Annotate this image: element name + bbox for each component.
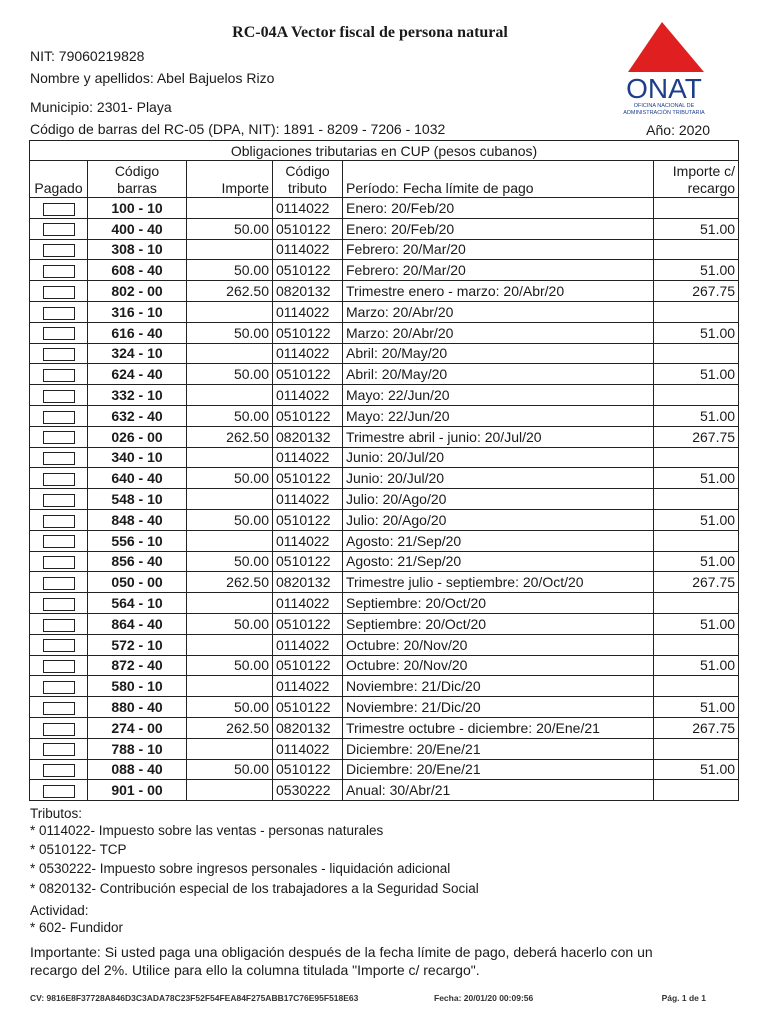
table-row [30,759,739,780]
codigo-tributo-cell: 0114022 [273,676,343,697]
recargo-cell: 267.75 [654,281,739,302]
codigo-tributo-cell: 0510122 [273,405,343,426]
periodo-cell: Abril: 20/May/20 [343,364,654,385]
municipio-line: Municipio: 2301- Playa [30,99,172,115]
importe-cell: 50.00 [187,468,273,489]
periodo-cell: Trimestre octubre - diciembre: 20/Ene/21 [343,717,654,738]
table-row [30,364,739,385]
table-row [30,322,739,343]
codigo-barras-cell: 400 - 40 [88,218,187,239]
codigo-tributo-cell: 0114022 [273,593,343,614]
codigo-barras-cell: 324 - 10 [88,343,187,364]
codigo-tributo-cell: 0510122 [273,364,343,385]
actividad-heading: Actividad: [30,903,89,918]
importe-cell: 50.00 [187,551,273,572]
importe-cell: 50.00 [187,322,273,343]
important-line: recargo del 2%. Utilice para ello la columna titulada "Importe c/ recargo". [30,962,480,978]
importe-cell [187,198,273,219]
codigo-tributo-cell: 0114022 [273,489,343,510]
periodo-cell: Mayo: 22/Jun/20 [343,385,654,406]
paid-checkbox-cell [30,655,88,676]
codigo-barras-cell: 274 - 00 [88,717,187,738]
periodo-cell: Noviembre: 21/Dic/20 [343,697,654,718]
tributo-item: * 0530222- Impuesto sobre ingresos personales - liquidación adicional [30,861,451,876]
table-row [30,239,739,260]
table-row [30,551,739,572]
periodo-cell: Febrero: 20/Mar/20 [343,260,654,281]
codigo-tributo-cell: 0820132 [273,281,343,302]
logo-triangle [628,22,704,72]
codigo-tributo-cell: 0114022 [273,530,343,551]
codigo-barras-cell: 608 - 40 [88,260,187,281]
recargo-cell [654,385,739,406]
barcode-line: Código de barras del RC-05 (DPA, NIT): 1891 - 8209 - 7206 - 1032 [30,121,446,137]
periodo-cell: Trimestre enero - marzo: 20/Abr/20 [343,281,654,302]
paid-checkbox-cell [30,426,88,447]
codigo-tributo-cell: 0510122 [273,697,343,718]
tributo-item: * 0510122- TCP [30,842,127,857]
periodo-cell: Marzo: 20/Abr/20 [343,301,654,322]
table-row [30,468,739,489]
recargo-cell: 51.00 [654,405,739,426]
periodo-cell: Abril: 20/May/20 [343,343,654,364]
codigo-barras-cell: 872 - 40 [88,655,187,676]
periodo-cell: Julio: 20/Ago/20 [343,489,654,510]
recargo-cell [654,239,739,260]
col-header-pagado: Pagado [30,161,88,198]
codigo-barras-cell: 640 - 40 [88,468,187,489]
periodo-cell: Septiembre: 20/Oct/20 [343,593,654,614]
paid-checkbox-cell [30,198,88,219]
periodo-cell: Anual: 30/Abr/21 [343,780,654,801]
paid-checkbox-cell [30,780,88,801]
codigo-tributo-cell: 0114022 [273,634,343,655]
codigo-barras-cell: 316 - 10 [88,301,187,322]
important-note [30,943,710,979]
importe-cell [187,676,273,697]
table-row [30,530,739,551]
logo-text: ONAT [626,73,702,104]
codigo-barras-cell: 050 - 00 [88,572,187,593]
importe-cell: 50.00 [187,697,273,718]
paid-checkbox[interactable] [43,577,75,590]
codigo-tributo-cell: 0510122 [273,322,343,343]
paid-checkbox[interactable] [43,598,75,611]
periodo-cell: Noviembre: 21/Dic/20 [343,676,654,697]
codigo-barras-cell: 548 - 10 [88,489,187,510]
periodo-cell: Septiembre: 20/Oct/20 [343,613,654,634]
codigo-barras-cell: 848 - 40 [88,509,187,530]
recargo-cell: 51.00 [654,509,739,530]
importe-cell [187,385,273,406]
tributo-item: * 0114022- Impuesto sobre las ventas - personas naturales [30,823,384,838]
col-header-periodo: Período: Fecha límite de pago [343,161,654,198]
recargo-cell: 51.00 [654,697,739,718]
col-header-recargo: Importe c/ recargo [654,161,739,198]
codigo-tributo-cell: 0510122 [273,655,343,676]
table-row [30,717,739,738]
periodo-cell: Octubre: 20/Nov/20 [343,655,654,676]
recargo-cell [654,301,739,322]
col-header-importe: Importe [187,161,273,198]
table-row [30,738,739,759]
paid-checkbox-cell [30,593,88,614]
recargo-cell: 267.75 [654,426,739,447]
periodo-cell: Junio: 20/Jul/20 [343,447,654,468]
periodo-cell: Marzo: 20/Abr/20 [343,322,654,343]
paid-checkbox-cell [30,468,88,489]
paid-checkbox[interactable] [43,348,75,361]
paid-checkbox-cell [30,676,88,697]
table-row [30,676,739,697]
importe-cell [187,634,273,655]
onat-logo [614,22,714,122]
importe-cell: 262.50 [187,426,273,447]
importe-cell: 50.00 [187,405,273,426]
obligations-table [29,140,739,801]
importe-cell [187,530,273,551]
paid-checkbox-cell [30,717,88,738]
paid-checkbox[interactable] [43,764,75,777]
recargo-cell: 51.00 [654,364,739,385]
codigo-barras-cell: 088 - 40 [88,759,187,780]
periodo-cell: Agosto: 21/Sep/20 [343,551,654,572]
recargo-cell [654,738,739,759]
importe-cell [187,593,273,614]
paid-checkbox[interactable] [43,723,75,736]
footer-fecha: Fecha: 20/01/20 00:09:56 [434,993,534,1003]
table-row [30,780,739,801]
importe-cell: 262.50 [187,717,273,738]
importe-cell: 50.00 [187,613,273,634]
table-row [30,301,739,322]
importe-cell: 50.00 [187,260,273,281]
recargo-cell: 51.00 [654,218,739,239]
paid-checkbox[interactable] [43,743,75,756]
paid-checkbox-cell [30,572,88,593]
importe-cell [187,301,273,322]
table-row [30,281,739,302]
periodo-cell: Febrero: 20/Mar/20 [343,239,654,260]
paid-checkbox-cell [30,759,88,780]
importe-cell: 50.00 [187,218,273,239]
paid-checkbox[interactable] [43,411,75,424]
actividad-item: * 602- Fundidor [30,920,124,935]
codigo-barras-cell: 308 - 10 [88,239,187,260]
paid-checkbox[interactable] [43,452,75,465]
codigo-tributo-cell: 0510122 [273,260,343,281]
table-row [30,218,739,239]
codigo-tributo-cell: 0510122 [273,509,343,530]
codigo-tributo-cell: 0820132 [273,426,343,447]
codigo-barras-cell: 880 - 40 [88,697,187,718]
paid-checkbox-cell [30,218,88,239]
paid-checkbox[interactable] [43,702,75,715]
codigo-tributo-cell: 0114022 [273,301,343,322]
paid-checkbox[interactable] [43,244,75,257]
recargo-cell: 267.75 [654,572,739,593]
paid-checkbox[interactable] [43,369,75,382]
table-row [30,198,739,219]
importe-cell [187,447,273,468]
paid-checkbox-cell [30,634,88,655]
importe-cell: 50.00 [187,509,273,530]
codigo-tributo-cell: 0114022 [273,343,343,364]
codigo-tributo-cell: 0510122 [273,468,343,489]
col-header-codigo-barras: Código barras [88,161,187,198]
periodo-cell: Octubre: 20/Nov/20 [343,634,654,655]
tributos-heading: Tributos: [30,806,83,821]
codigo-barras-cell: 856 - 40 [88,551,187,572]
name-line: Nombre y apellidos: Abel Bajuelos Rizo [30,70,275,86]
paid-checkbox[interactable] [43,494,75,507]
recargo-cell: 51.00 [654,613,739,634]
codigo-barras-cell: 616 - 40 [88,322,187,343]
periodo-cell: Julio: 20/Ago/20 [343,509,654,530]
paid-checkbox[interactable] [43,785,75,798]
table-row [30,426,739,447]
periodo-cell: Trimestre julio - septiembre: 20/Oct/20 [343,572,654,593]
table-row [30,697,739,718]
codigo-tributo-cell: 0114022 [273,447,343,468]
recargo-cell: 51.00 [654,260,739,281]
table-row [30,655,739,676]
importe-cell [187,239,273,260]
recargo-cell: 51.00 [654,759,739,780]
footer-cv: CV: 9816E8F37728A846D3C3ADA78C23F52F54FEA84F275ABB17C76E95F518E63 [30,993,359,1003]
paid-checkbox-cell [30,447,88,468]
codigo-tributo-cell: 0820132 [273,717,343,738]
paid-checkbox-cell [30,551,88,572]
periodo-cell: Diciembre: 20/Ene/21 [343,738,654,759]
document-title: RC-04A Vector fiscal de persona natural [232,24,508,41]
codigo-barras-cell: 340 - 10 [88,447,187,468]
recargo-cell: 51.00 [654,468,739,489]
recargo-cell [654,780,739,801]
recargo-cell [654,530,739,551]
recargo-cell: 51.00 [654,551,739,572]
codigo-barras-cell: 332 - 10 [88,385,187,406]
codigo-barras-cell: 901 - 00 [88,780,187,801]
periodo-cell: Enero: 20/Feb/20 [343,218,654,239]
important-line: Importante: Si usted paga una obligación después de la fecha límite de pago, deberá hacerlo con un [30,944,653,960]
codigo-barras-cell: 100 - 10 [88,198,187,219]
paid-checkbox[interactable] [43,535,75,548]
paid-checkbox[interactable] [43,265,75,278]
codigo-barras-cell: 580 - 10 [88,676,187,697]
codigo-barras-cell: 572 - 10 [88,634,187,655]
nit-line: NIT: 79060219828 [30,48,145,64]
paid-checkbox-cell [30,301,88,322]
paid-checkbox[interactable] [43,286,75,299]
recargo-cell: 51.00 [654,655,739,676]
paid-checkbox[interactable] [43,515,75,528]
col-header-codigo-tributo: Código tributo [273,161,343,198]
paid-checkbox[interactable] [43,639,75,652]
paid-checkbox[interactable] [43,473,75,486]
table-row [30,593,739,614]
paid-checkbox-cell [30,697,88,718]
codigo-barras-cell: 556 - 10 [88,530,187,551]
table-row [30,260,739,281]
importe-cell [187,738,273,759]
paid-checkbox-cell [30,738,88,759]
table-row [30,489,739,510]
paid-checkbox-cell [30,613,88,634]
importe-cell: 50.00 [187,655,273,676]
codigo-tributo-cell: 0510122 [273,218,343,239]
codigo-barras-cell: 632 - 40 [88,405,187,426]
periodo-cell: Diciembre: 20/Ene/21 [343,759,654,780]
footer-page: Pág. 1 de 1 [661,993,706,1003]
paid-checkbox-cell [30,239,88,260]
paid-checkbox[interactable] [43,390,75,403]
recargo-cell [654,593,739,614]
recargo-cell [654,489,739,510]
paid-checkbox-cell [30,281,88,302]
recargo-cell [654,676,739,697]
periodo-cell: Agosto: 21/Sep/20 [343,530,654,551]
recargo-cell [654,343,739,364]
codigo-barras-cell: 788 - 10 [88,738,187,759]
paid-checkbox-cell [30,405,88,426]
paid-checkbox-cell [30,260,88,281]
codigo-barras-cell: 864 - 40 [88,613,187,634]
recargo-cell [654,634,739,655]
logo-subtitle-1: OFICINA NACIONAL DE [633,103,695,109]
paid-checkbox[interactable] [43,660,75,673]
paid-checkbox-cell [30,364,88,385]
importe-cell: 262.50 [187,281,273,302]
recargo-cell [654,198,739,219]
importe-cell: 262.50 [187,572,273,593]
paid-checkbox-cell [30,489,88,510]
codigo-tributo-cell: 0510122 [273,551,343,572]
tributo-item: * 0820132- Contribución especial de los trabajadores a la Seguridad Social [30,881,479,896]
periodo-cell: Enero: 20/Feb/20 [343,198,654,219]
importe-cell [187,489,273,510]
paid-checkbox-cell [30,385,88,406]
codigo-tributo-cell: 0510122 [273,613,343,634]
periodo-cell: Trimestre abril - junio: 20/Jul/20 [343,426,654,447]
codigo-tributo-cell: 0114022 [273,738,343,759]
codigo-tributo-cell: 0510122 [273,759,343,780]
importe-cell: 50.00 [187,759,273,780]
paid-checkbox[interactable] [43,619,75,632]
table-row [30,385,739,406]
codigo-tributo-cell: 0114022 [273,239,343,260]
importe-cell [187,780,273,801]
codigo-tributo-cell: 0114022 [273,198,343,219]
paid-checkbox[interactable] [43,327,75,340]
codigo-barras-cell: 564 - 10 [88,593,187,614]
table-row [30,613,739,634]
table-row [30,447,739,468]
table-row [30,509,739,530]
codigo-barras-cell: 624 - 40 [88,364,187,385]
table-row [30,572,739,593]
codigo-barras-cell: 802 - 00 [88,281,187,302]
codigo-tributo-cell: 0820132 [273,572,343,593]
periodo-cell: Mayo: 22/Jun/20 [343,405,654,426]
paid-checkbox[interactable] [43,307,75,320]
paid-checkbox-cell [30,322,88,343]
paid-checkbox[interactable] [43,556,75,569]
table-caption: Obligaciones tributarias en CUP (pesos cubanos) [30,141,739,161]
recargo-cell: 51.00 [654,322,739,343]
codigo-tributo-cell: 0530222 [273,780,343,801]
logo-subtitle-2: ADMINISTRACIÓN TRIBUTARIA [623,110,705,116]
table-row [30,634,739,655]
table-row [30,343,739,364]
importe-cell [187,343,273,364]
codigo-barras-cell: 026 - 00 [88,426,187,447]
paid-checkbox-cell [30,509,88,530]
importe-cell: 50.00 [187,364,273,385]
codigo-tributo-cell: 0114022 [273,385,343,406]
recargo-cell: 267.75 [654,717,739,738]
paid-checkbox[interactable] [43,203,75,216]
paid-checkbox-cell [30,530,88,551]
year-label: Año: 2020 [646,122,710,138]
paid-checkbox[interactable] [43,223,75,236]
periodo-cell: Junio: 20/Jul/20 [343,468,654,489]
table-row [30,405,739,426]
recargo-cell [654,447,739,468]
paid-checkbox-cell [30,343,88,364]
paid-checkbox[interactable] [43,681,75,694]
paid-checkbox[interactable] [43,431,75,444]
